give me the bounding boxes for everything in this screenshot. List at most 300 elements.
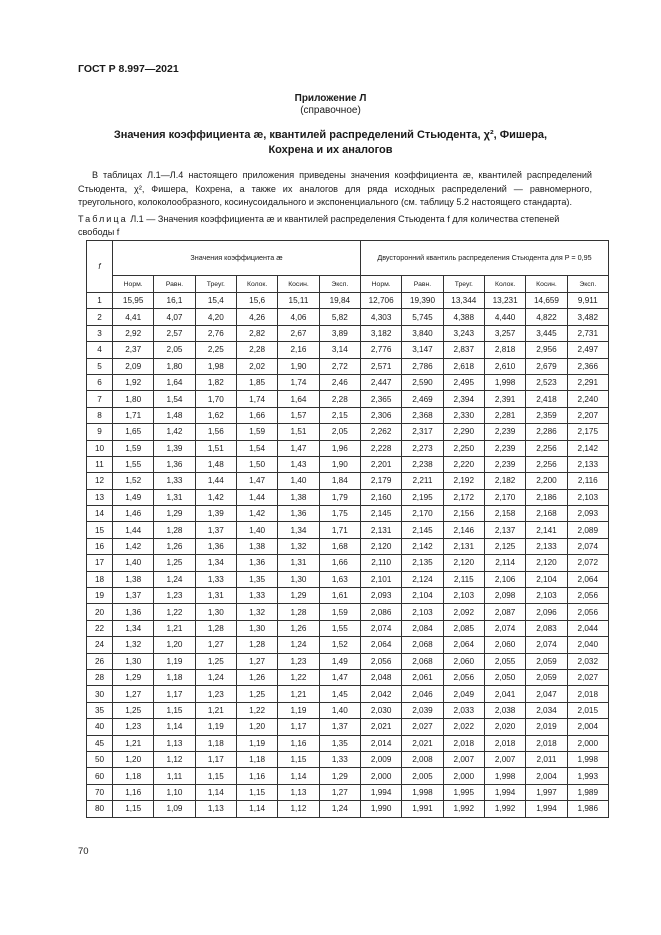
- table-cell: 2,015: [567, 702, 608, 718]
- table-cell: 3,14: [319, 342, 360, 358]
- table-cell: 5,745: [402, 309, 443, 325]
- table-cell: 2,096: [526, 604, 567, 620]
- table-cell: 2,172: [443, 489, 484, 505]
- table-cell: 1,59: [319, 604, 360, 620]
- table-cell: 1,63: [319, 571, 360, 587]
- table-cell: 1,48: [195, 456, 236, 472]
- table-cell: 1,19: [195, 719, 236, 735]
- table-cell: 2,020: [484, 719, 525, 735]
- degrees-of-freedom-cell: 20: [87, 604, 113, 620]
- table-cell: 2,16: [278, 342, 319, 358]
- table-cell: 1,36: [154, 456, 195, 472]
- column-header: Эксп.: [567, 276, 608, 293]
- table-cell: 1,17: [154, 686, 195, 702]
- degrees-of-freedom-cell: 40: [87, 719, 113, 735]
- table-cell: 2,103: [567, 489, 608, 505]
- table-cell: 1,38: [113, 571, 154, 587]
- section-heading-line-2: Кохрена и их аналогов: [268, 144, 393, 156]
- table-row: [87, 637, 609, 653]
- table-cell: 1,34: [278, 522, 319, 538]
- table-caption-text: Л.1 — Значения коэффициента æ и квантилей распределения Стьюдента f для количества степеней свободы f: [78, 214, 560, 237]
- table-cell: 2,101: [360, 571, 401, 587]
- table-cell: 2,056: [360, 653, 401, 669]
- table-cell: 1,30: [278, 571, 319, 587]
- table-cell: 1,55: [113, 456, 154, 472]
- appendix-subtitle: (справочное): [300, 105, 361, 116]
- table-cell: 1,994: [360, 784, 401, 800]
- table-cell: 1,19: [154, 653, 195, 669]
- table-cell: 1,52: [319, 637, 360, 653]
- table-cell: 4,388: [443, 309, 484, 325]
- table-cell: 1,17: [278, 719, 319, 735]
- table-cell: 2,02: [236, 358, 277, 374]
- table-cell: 1,48: [154, 407, 195, 423]
- table-cell: 15,11: [278, 293, 319, 309]
- table-cell: 2,072: [567, 555, 608, 571]
- table-cell: 1,42: [113, 538, 154, 554]
- table-cell: 2,104: [526, 571, 567, 587]
- table-cell: 1,42: [195, 489, 236, 505]
- table-cell: 1,40: [278, 473, 319, 489]
- table-row: [87, 374, 609, 390]
- degrees-of-freedom-cell: 2: [87, 309, 113, 325]
- table-cell: 1,47: [319, 669, 360, 685]
- table-cell: 1,22: [154, 604, 195, 620]
- column-header: Норм.: [113, 276, 154, 293]
- degrees-of-freedom-cell: 11: [87, 456, 113, 472]
- table-cell: 2,074: [526, 637, 567, 653]
- table-cell: 1,64: [154, 374, 195, 390]
- table-cell: 2,186: [526, 489, 567, 505]
- table-row: [87, 702, 609, 718]
- table-cell: 4,303: [360, 309, 401, 325]
- table-cell: 1,55: [319, 620, 360, 636]
- table-cell: 1,47: [236, 473, 277, 489]
- table-cell: 1,80: [113, 391, 154, 407]
- table-cell: 2,731: [567, 325, 608, 341]
- table-cell: 1,998: [484, 374, 525, 390]
- table-cell: 2,120: [526, 555, 567, 571]
- table-cell: 2,359: [526, 407, 567, 423]
- column-header: Эксп.: [319, 276, 360, 293]
- table-cell: 2,523: [526, 374, 567, 390]
- table-cell: 1,71: [113, 407, 154, 423]
- table-cell: 2,179: [360, 473, 401, 489]
- table-cell: 1,96: [319, 440, 360, 456]
- table-cell: 2,28: [319, 391, 360, 407]
- table-cell: 1,991: [402, 801, 443, 817]
- table-cell: 3,147: [402, 342, 443, 358]
- subheader-row: [87, 276, 609, 293]
- table-cell: 1,26: [278, 620, 319, 636]
- table-cell: 2,104: [402, 588, 443, 604]
- appendix-title: Приложение Л: [294, 93, 367, 104]
- table-cell: 1,54: [154, 391, 195, 407]
- table-cell: 2,022: [443, 719, 484, 735]
- table-cell: 15,4: [195, 293, 236, 309]
- table-cell: 1,70: [195, 391, 236, 407]
- table-cell: 2,064: [360, 637, 401, 653]
- table-cell: 5,82: [319, 309, 360, 325]
- table-cell: 1,59: [113, 440, 154, 456]
- table-cell: 2,256: [526, 456, 567, 472]
- table-cell: 2,365: [360, 391, 401, 407]
- table-cell: 1,986: [567, 801, 608, 817]
- table-cell: 1,998: [567, 751, 608, 767]
- degrees-of-freedom-cell: 18: [87, 571, 113, 587]
- table-cell: 2,76: [195, 325, 236, 341]
- table-cell: 2,009: [360, 751, 401, 767]
- table-cell: 1,36: [236, 555, 277, 571]
- table-cell: 2,120: [360, 538, 401, 554]
- table-cell: 2,168: [526, 506, 567, 522]
- table-cell: 1,30: [236, 620, 277, 636]
- table-cell: 2,056: [567, 604, 608, 620]
- table-cell: 1,45: [319, 686, 360, 702]
- table-cell: 2,004: [526, 768, 567, 784]
- table-cell: 19,84: [319, 293, 360, 309]
- table-cell: 3,257: [484, 325, 525, 341]
- table-cell: 2,290: [443, 424, 484, 440]
- table-cell: 2,495: [443, 374, 484, 390]
- table-cell: 1,19: [278, 702, 319, 718]
- degrees-of-freedom-cell: 1: [87, 293, 113, 309]
- table-cell: 1,35: [236, 571, 277, 587]
- table-cell: 1,28: [236, 637, 277, 653]
- table-cell: 15,95: [113, 293, 154, 309]
- table-cell: 2,038: [484, 702, 525, 718]
- table-cell: 2,047: [526, 686, 567, 702]
- table-cell: 2,262: [360, 424, 401, 440]
- column-header: Равн.: [402, 276, 443, 293]
- table-cell: 1,989: [567, 784, 608, 800]
- table-cell: 2,837: [443, 342, 484, 358]
- table-cell: 1,33: [195, 571, 236, 587]
- table-cell: 2,133: [567, 456, 608, 472]
- table-cell: 1,23: [195, 686, 236, 702]
- table-cell: 15,6: [236, 293, 277, 309]
- table-cell: 1,27: [113, 686, 154, 702]
- table-row: [87, 669, 609, 685]
- table-cell: 1,51: [278, 424, 319, 440]
- table-row: [87, 620, 609, 636]
- table-cell: 3,482: [567, 309, 608, 325]
- table-cell: 1,74: [278, 374, 319, 390]
- table-cell: 1,18: [236, 751, 277, 767]
- table-cell: 4,41: [113, 309, 154, 325]
- table-cell: 1,44: [195, 473, 236, 489]
- table-cell: 2,368: [402, 407, 443, 423]
- table-cell: 2,182: [484, 473, 525, 489]
- table-cell: 2,074: [567, 538, 608, 554]
- table-cell: 2,103: [402, 604, 443, 620]
- table-cell: 2,131: [360, 522, 401, 538]
- table-cell: 1,10: [154, 784, 195, 800]
- table-body: [87, 293, 609, 818]
- table-cell: 2,018: [526, 735, 567, 751]
- table-cell: 2,238: [402, 456, 443, 472]
- table-cell: 2,137: [484, 522, 525, 538]
- table-cell: 1,35: [319, 735, 360, 751]
- table-row: [87, 424, 609, 440]
- table-cell: 2,160: [360, 489, 401, 505]
- f-column-header: f: [87, 241, 113, 293]
- table-cell: 1,44: [236, 489, 277, 505]
- table-cell: 1,46: [113, 506, 154, 522]
- table-cell: 2,068: [402, 637, 443, 653]
- table-cell: 2,145: [360, 506, 401, 522]
- table-cell: 2,195: [402, 489, 443, 505]
- table-cell: 2,142: [402, 538, 443, 554]
- table-cell: 1,74: [236, 391, 277, 407]
- table-cell: 2,040: [567, 637, 608, 653]
- table-cell: 1,32: [278, 538, 319, 554]
- degrees-of-freedom-cell: 60: [87, 768, 113, 784]
- table-cell: 2,092: [443, 604, 484, 620]
- table-cell: 2,211: [402, 473, 443, 489]
- table-cell: 1,42: [154, 424, 195, 440]
- table-cell: 3,243: [443, 325, 484, 341]
- table-cell: 1,36: [195, 538, 236, 554]
- table-cell: 2,074: [484, 620, 525, 636]
- table-cell: 2,447: [360, 374, 401, 390]
- table-cell: 1,37: [195, 522, 236, 538]
- table-cell: 2,014: [360, 735, 401, 751]
- table-cell: 2,92: [113, 325, 154, 341]
- table-cell: 1,15: [236, 784, 277, 800]
- table-row: [87, 719, 609, 735]
- table-cell: 2,008: [402, 751, 443, 767]
- table-row: [87, 555, 609, 571]
- table-cell: 1,38: [278, 489, 319, 505]
- table-cell: 2,273: [402, 440, 443, 456]
- degrees-of-freedom-cell: 9: [87, 424, 113, 440]
- table-cell: 2,610: [484, 358, 525, 374]
- table-cell: 1,82: [195, 374, 236, 390]
- degrees-of-freedom-cell: 10: [87, 440, 113, 456]
- table-cell: 2,018: [484, 735, 525, 751]
- table-cell: 1,11: [154, 768, 195, 784]
- table-cell: 2,089: [567, 522, 608, 538]
- table-cell: 2,05: [154, 342, 195, 358]
- table-cell: 1,98: [195, 358, 236, 374]
- table-cell: 1,17: [195, 751, 236, 767]
- table-cell: 1,15: [113, 801, 154, 817]
- table-cell: 2,115: [443, 571, 484, 587]
- table-cell: 2,103: [526, 588, 567, 604]
- table-cell: 2,82: [236, 325, 277, 341]
- table-cell: 1,23: [278, 653, 319, 669]
- degrees-of-freedom-cell: 6: [87, 374, 113, 390]
- table-cell: 2,256: [526, 440, 567, 456]
- table-cell: 2,106: [484, 571, 525, 587]
- table-cell: 2,09: [113, 358, 154, 374]
- degrees-of-freedom-cell: 19: [87, 588, 113, 604]
- table-cell: 1,90: [278, 358, 319, 374]
- table-row: [87, 309, 609, 325]
- table-cell: 2,391: [484, 391, 525, 407]
- table-cell: 2,007: [484, 751, 525, 767]
- table-cell: 2,110: [360, 555, 401, 571]
- table-cell: 1,50: [236, 456, 277, 472]
- table-cell: 2,366: [567, 358, 608, 374]
- table-cell: 2,005: [402, 768, 443, 784]
- table-cell: 2,25: [195, 342, 236, 358]
- table-cell: 1,20: [113, 751, 154, 767]
- table-cell: 1,49: [113, 489, 154, 505]
- table-cell: 2,083: [526, 620, 567, 636]
- table-cell: 1,998: [402, 784, 443, 800]
- table-cell: 2,084: [402, 620, 443, 636]
- table-cell: 4,20: [195, 309, 236, 325]
- table-cell: 1,49: [319, 653, 360, 669]
- table-cell: 1,13: [154, 735, 195, 751]
- table-cell: 2,192: [443, 473, 484, 489]
- table-cell: 1,16: [278, 735, 319, 751]
- table-cell: 1,21: [154, 620, 195, 636]
- table-cell: 1,27: [319, 784, 360, 800]
- table-cell: 3,182: [360, 325, 401, 341]
- table-cell: 1,09: [154, 801, 195, 817]
- table-cell: 1,24: [154, 571, 195, 587]
- table-cell: 2,497: [567, 342, 608, 358]
- table-cell: 2,021: [360, 719, 401, 735]
- table-cell: 1,29: [319, 768, 360, 784]
- table-cell: 2,142: [567, 440, 608, 456]
- table-cell: 2,05: [319, 424, 360, 440]
- table-cell: 2,170: [484, 489, 525, 505]
- table-cell: 2,046: [402, 686, 443, 702]
- table-cell: 2,086: [360, 604, 401, 620]
- table-cell: 2,027: [567, 669, 608, 685]
- table-cell: 2,239: [484, 456, 525, 472]
- intro-paragraph: В таблицах Л.1—Л.4 настоящего приложения приведены значения коэффициента æ, квантилей распределений Стьюдента, χ², Фишера, Кохрена, а также их аналогов для ряда исходных распределений — равномерного, треугольного, колоколообразного, косинусоидального и экспоненциального (см. таблицу 5.2 настоящего стандарта).: [78, 170, 592, 207]
- table-cell: 2,019: [526, 719, 567, 735]
- table-cell: 2,041: [484, 686, 525, 702]
- table-cell: 2,141: [526, 522, 567, 538]
- table-cell: 1,12: [278, 801, 319, 817]
- table-cell: 1,22: [236, 702, 277, 718]
- table-cell: 2,618: [443, 358, 484, 374]
- table-cell: 1,25: [113, 702, 154, 718]
- table-cell: 1,80: [154, 358, 195, 374]
- table-cell: 1,22: [278, 669, 319, 685]
- table-cell: 2,000: [360, 768, 401, 784]
- table-cell: 2,240: [567, 391, 608, 407]
- table-row: [87, 440, 609, 456]
- table-cell: 1,54: [236, 440, 277, 456]
- degrees-of-freedom-cell: 70: [87, 784, 113, 800]
- table-row: [87, 506, 609, 522]
- degrees-of-freedom-cell: 24: [87, 637, 113, 653]
- table-cell: 2,200: [526, 473, 567, 489]
- table-cell: 2,46: [319, 374, 360, 390]
- table-cell: 2,059: [526, 653, 567, 669]
- table-row: [87, 325, 609, 341]
- table-cell: 1,32: [236, 604, 277, 620]
- table-caption: [78, 213, 592, 238]
- degrees-of-freedom-cell: 12: [87, 473, 113, 489]
- table-cell: 1,24: [319, 801, 360, 817]
- table-cell: 2,57: [154, 325, 195, 341]
- table-cell: 1,68: [319, 538, 360, 554]
- degrees-of-freedom-cell: 30: [87, 686, 113, 702]
- table-cell: 1,40: [236, 522, 277, 538]
- table-row: [87, 293, 609, 309]
- table-row: [87, 538, 609, 554]
- table-cell: 1,28: [278, 604, 319, 620]
- table-cell: 2,239: [484, 440, 525, 456]
- table-cell: 19,390: [402, 293, 443, 309]
- table-cell: 2,093: [360, 588, 401, 604]
- table-cell: 2,469: [402, 391, 443, 407]
- table-cell: 1,23: [154, 588, 195, 604]
- table-cell: 2,776: [360, 342, 401, 358]
- table-cell: 1,15: [278, 751, 319, 767]
- column-header: Равн.: [154, 276, 195, 293]
- table-cell: 1,61: [319, 588, 360, 604]
- table-cell: 4,822: [526, 309, 567, 325]
- table-cell: 1,33: [319, 751, 360, 767]
- table-cell: 2,590: [402, 374, 443, 390]
- table-cell: 2,103: [443, 588, 484, 604]
- table-cell: 2,786: [402, 358, 443, 374]
- table-row: [87, 604, 609, 620]
- table-cell: 2,074: [360, 620, 401, 636]
- table-cell: 2,317: [402, 424, 443, 440]
- table-cell: 2,135: [402, 555, 443, 571]
- table-cell: 2,085: [443, 620, 484, 636]
- table-cell: 2,15: [319, 407, 360, 423]
- table-cell: 2,133: [526, 538, 567, 554]
- table-cell: 1,34: [113, 620, 154, 636]
- table-cell: 1,39: [195, 506, 236, 522]
- table-row: [87, 751, 609, 767]
- standard-header: ГОСТ Р 8.997—2021: [78, 63, 179, 75]
- column-header: Треуг.: [195, 276, 236, 293]
- table-cell: 1,40: [319, 702, 360, 718]
- degrees-of-freedom-cell: 13: [87, 489, 113, 505]
- table-cell: 2,114: [484, 555, 525, 571]
- table-cell: 1,26: [236, 669, 277, 685]
- degrees-of-freedom-cell: 5: [87, 358, 113, 374]
- table-row: [87, 653, 609, 669]
- page-number: 70: [78, 846, 89, 857]
- table-cell: 1,990: [360, 801, 401, 817]
- table-cell: 1,13: [195, 801, 236, 817]
- table-cell: 2,72: [319, 358, 360, 374]
- table-cell: 2,087: [484, 604, 525, 620]
- table-cell: 2,000: [443, 768, 484, 784]
- table-cell: 2,156: [443, 506, 484, 522]
- table-cell: 2,679: [526, 358, 567, 374]
- degrees-of-freedom-cell: 7: [87, 391, 113, 407]
- table-cell: 1,51: [195, 440, 236, 456]
- table-cell: 1,29: [154, 506, 195, 522]
- table-cell: 1,21: [278, 686, 319, 702]
- student-quantile-group-header: Двусторонний квантиль распределения Стьюдента для P = 0,95: [360, 241, 608, 276]
- table-cell: 2,004: [567, 719, 608, 735]
- table-cell: 1,42: [236, 506, 277, 522]
- table-cell: 2,061: [402, 669, 443, 685]
- table-cell: 1,90: [319, 456, 360, 472]
- table-cell: 2,021: [402, 735, 443, 751]
- table-cell: 1,33: [236, 588, 277, 604]
- table-cell: 2,158: [484, 506, 525, 522]
- column-header: Норм.: [360, 276, 401, 293]
- table-cell: 1,14: [236, 801, 277, 817]
- table-cell: 4,06: [278, 309, 319, 325]
